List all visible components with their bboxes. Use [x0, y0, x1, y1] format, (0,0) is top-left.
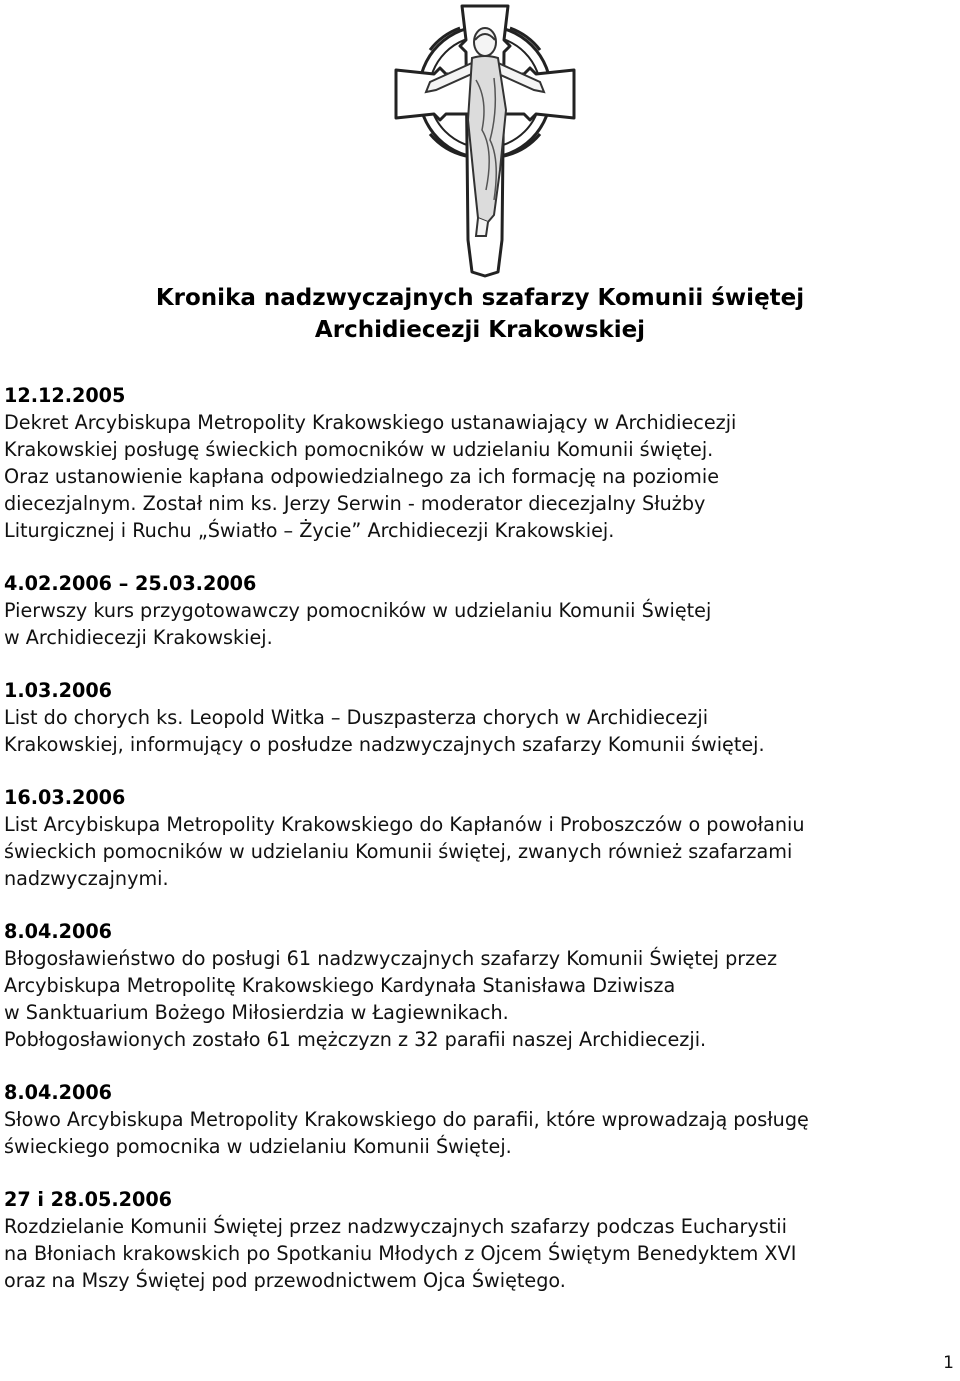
- chronicle-entry: [4, 918, 954, 1053]
- entry-text-line: świeckiego pomocnika w udzielaniu Komunii Świętej.: [4, 1135, 512, 1158]
- entry-date: 1.03.2006: [4, 679, 113, 702]
- title-line-2: Archidiecezji Krakowskiej: [314, 317, 646, 343]
- entry-date: 27 i 28.05.2006: [4, 1188, 173, 1211]
- entry-date: 12.12.2005: [4, 384, 126, 407]
- entry-date: 8.04.2006: [4, 920, 113, 943]
- entry-text-line: List do chorych ks. Leopold Witka – Duszpasterza chorych w Archidiecezji: [4, 706, 709, 729]
- entry-text-line: Rozdzielanie Komunii Świętej przez nadzwyczajnych szafarzy podczas Eucharystii: [4, 1215, 787, 1238]
- entry-text-line: Błogosławieństwo do posługi 61 nadzwyczajnych szafarzy Komunii Świętej przez: [4, 947, 778, 970]
- entry-text-line: oraz na Mszy Świętej pod przewodnictwem Ojca Świętego.: [4, 1269, 566, 1292]
- entry-text-line: na Błoniach krakowskich po Spotkaniu Młodych z Ojcem Świętym Benedyktem XVI: [4, 1242, 797, 1265]
- entry-text-line: Pobłogosławionych zostało 61 mężczyzn z 32 parafii naszej Archidiecezji.: [4, 1028, 707, 1051]
- page-number: 1: [943, 1353, 954, 1373]
- entry-text-line: Pierwszy kurs przygotowawczy pomocników w udzielaniu Komunii Świętej: [4, 599, 712, 622]
- entry-text-line: List Arcybiskupa Metropolity Krakowskiego do Kapłanów i Proboszczów o powołaniu: [4, 813, 805, 836]
- entry-text-line: diecezjalnym. Został nim ks. Jerzy Serwin - moderator diecezjalny Służby: [4, 492, 706, 515]
- document-title: [0, 282, 960, 346]
- title-line-1: Kronika nadzwyczajnych szafarzy Komunii świętej: [155, 285, 805, 311]
- entry-text-line: Krakowskiej posługę świeckich pomocników w udzielaniu Komunii świętej.: [4, 438, 714, 461]
- entry-text-line: Słowo Arcybiskupa Metropolity Krakowskiego do parafii, które wprowadzają posługę: [4, 1108, 809, 1131]
- entry-text-line: w Sanktuarium Bożego Miłosierdzia w Łagiewnikach.: [4, 1001, 509, 1024]
- chronicle-entries: [4, 382, 954, 1320]
- chronicle-entry: [4, 570, 954, 651]
- entry-text-line: w Archidiecezji Krakowskiej.: [4, 626, 273, 649]
- chronicle-entry: [4, 784, 954, 892]
- entry-text-line: Liturgicznej i Ruchu „Światło – Życie” Archidiecezji Krakowskiej.: [4, 519, 615, 542]
- celtic-cross-crucifix-icon: [390, 0, 580, 280]
- chronicle-entry: [4, 677, 954, 758]
- entry-date: 4.02.2006 – 25.03.2006: [4, 572, 257, 595]
- entry-text-line: świeckich pomocników w udzielaniu Komunii świętej, zwanych również szafarzami: [4, 840, 793, 863]
- chronicle-entry: [4, 382, 954, 544]
- entry-text-line: nadzwyczajnymi.: [4, 867, 169, 890]
- chronicle-entry: [4, 1079, 954, 1160]
- entry-date: 16.03.2006: [4, 786, 126, 809]
- chronicle-entry: [4, 1186, 954, 1294]
- entry-text-line: Krakowskiej, informujący o posłudze nadzwyczajnych szafarzy Komunii świętej.: [4, 733, 765, 756]
- entry-date: 8.04.2006: [4, 1081, 113, 1104]
- entry-text-line: Arcybiskupa Metropolitę Krakowskiego Kardynała Stanisława Dziwisza: [4, 974, 676, 997]
- entry-text-line: Dekret Arcybiskupa Metropolity Krakowskiego ustanawiający w Archidiecezji: [4, 411, 737, 434]
- entry-text-line: Oraz ustanowienie kapłana odpowiedzialnego za ich formację na poziomie: [4, 465, 719, 488]
